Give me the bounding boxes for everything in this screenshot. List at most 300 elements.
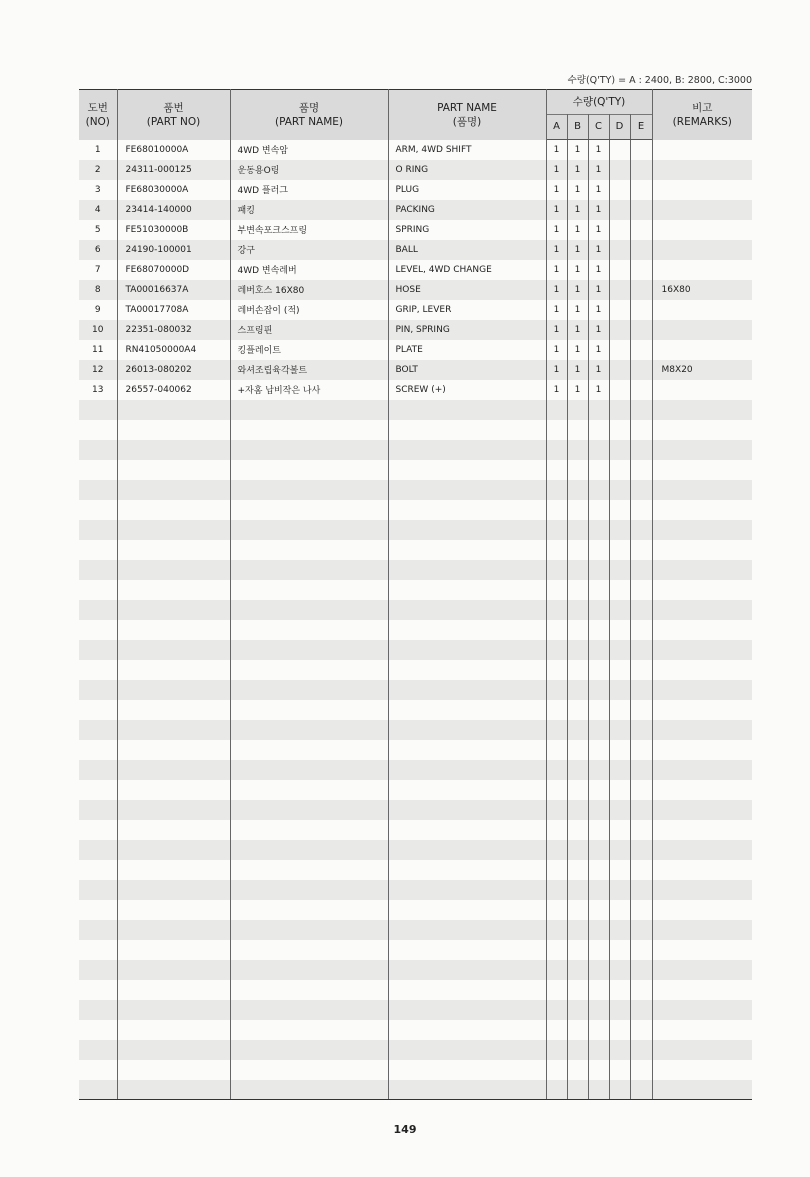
- table-row: [79, 240, 752, 260]
- cell-no: [79, 800, 117, 820]
- cell-qty-a: [546, 900, 567, 920]
- col-header-qty-b: B: [567, 115, 588, 140]
- cell-part-name-ko: [230, 480, 388, 500]
- cell-qty-b: [567, 600, 588, 620]
- cell-part-name-en: [388, 460, 546, 480]
- cell-no: [79, 880, 117, 900]
- cell-part-name-en: LEVEL, 4WD CHANGE: [388, 260, 546, 280]
- cell-qty-a: [546, 580, 567, 600]
- cell-remarks: [652, 540, 752, 560]
- table-row: [79, 180, 752, 200]
- cell-qty-a: [546, 480, 567, 500]
- cell-part-name-ko: [230, 900, 388, 920]
- cell-part-name-ko: [230, 840, 388, 860]
- cell-qty-e: [630, 680, 652, 700]
- col-header-qty-a: A: [546, 115, 567, 140]
- cell-qty-e: [630, 380, 652, 400]
- cell-qty-b: 1: [567, 160, 588, 180]
- cell-part-name-en: [388, 1000, 546, 1020]
- cell-part-name-en: [388, 1080, 546, 1100]
- cell-qty-b: [567, 760, 588, 780]
- cell-part-no: TA00016637A: [117, 280, 230, 300]
- table-row: [79, 260, 752, 280]
- cell-qty-e: [630, 460, 652, 480]
- col-header-part-name-en-title: PART NAME: [437, 101, 497, 114]
- cell-qty-a: 1: [546, 340, 567, 360]
- cell-remarks: [652, 340, 752, 360]
- cell-qty-a: 1: [546, 360, 567, 380]
- cell-part-name-en: [388, 620, 546, 640]
- cell-qty-a: 1: [546, 280, 567, 300]
- cell-qty-b: [567, 1040, 588, 1060]
- table-row-empty: [79, 460, 752, 480]
- cell-qty-c: [588, 960, 609, 980]
- cell-qty-a: [546, 400, 567, 420]
- col-header-part-name-ko: [230, 90, 388, 140]
- cell-qty-d: [609, 1040, 630, 1060]
- cell-part-name-en: [388, 600, 546, 620]
- cell-qty-b: [567, 800, 588, 820]
- table-row: [79, 380, 752, 400]
- cell-no: 3: [79, 180, 117, 200]
- cell-qty-c: [588, 760, 609, 780]
- cell-part-no: [117, 520, 230, 540]
- cell-no: [79, 420, 117, 440]
- cell-qty-c: [588, 860, 609, 880]
- cell-qty-d: [609, 420, 630, 440]
- cell-part-name-en: [388, 1060, 546, 1080]
- cell-part-no: 26013-080202: [117, 360, 230, 380]
- cell-qty-d: [609, 560, 630, 580]
- cell-qty-d: [609, 600, 630, 620]
- cell-qty-c: [588, 460, 609, 480]
- cell-part-no: [117, 780, 230, 800]
- cell-qty-a: [546, 1060, 567, 1080]
- cell-no: [79, 1000, 117, 1020]
- cell-no: [79, 660, 117, 680]
- cell-part-name-en: [388, 1020, 546, 1040]
- cell-qty-e: [630, 400, 652, 420]
- cell-qty-c: [588, 720, 609, 740]
- cell-qty-b: [567, 400, 588, 420]
- cell-qty-d: [609, 780, 630, 800]
- cell-qty-a: [546, 740, 567, 760]
- cell-qty-e: [630, 980, 652, 1000]
- cell-remarks: [652, 580, 752, 600]
- cell-qty-a: [546, 700, 567, 720]
- cell-no: [79, 980, 117, 1000]
- cell-part-no: [117, 720, 230, 740]
- cell-part-name-en: [388, 480, 546, 500]
- cell-qty-d: [609, 400, 630, 420]
- cell-no: [79, 840, 117, 860]
- cell-qty-d: [609, 620, 630, 640]
- cell-part-no: FE51030000B: [117, 220, 230, 240]
- cell-qty-a: [546, 960, 567, 980]
- cell-qty-a: [546, 620, 567, 640]
- cell-remarks: [652, 760, 752, 780]
- cell-part-name-en: [388, 780, 546, 800]
- cell-part-name-en: [388, 720, 546, 740]
- cell-qty-b: [567, 840, 588, 860]
- table-row-empty: [79, 840, 752, 860]
- cell-no: [79, 820, 117, 840]
- cell-qty-a: [546, 500, 567, 520]
- cell-remarks: [652, 820, 752, 840]
- table-row-empty: [79, 800, 752, 820]
- cell-qty-a: [546, 540, 567, 560]
- cell-part-no: 24190-100001: [117, 240, 230, 260]
- col-header-remarks-en: (REMARKS): [672, 115, 732, 128]
- cell-qty-b: [567, 640, 588, 660]
- cell-no: [79, 700, 117, 720]
- cell-remarks: 16X80: [652, 280, 752, 300]
- cell-no: [79, 960, 117, 980]
- cell-remarks: [652, 700, 752, 720]
- cell-qty-b: [567, 980, 588, 1000]
- cell-no: [79, 480, 117, 500]
- table-row-empty: [79, 500, 752, 520]
- cell-qty-b: 1: [567, 300, 588, 320]
- cell-no: 4: [79, 200, 117, 220]
- table-row-empty: [79, 640, 752, 660]
- cell-part-no: 23414-140000: [117, 200, 230, 220]
- col-header-qty-e: E: [630, 115, 652, 140]
- cell-qty-d: [609, 660, 630, 680]
- cell-qty-e: [630, 180, 652, 200]
- cell-qty-c: [588, 560, 609, 580]
- cell-part-name-ko: 4WD 변속암: [230, 140, 388, 160]
- cell-qty-c: 1: [588, 220, 609, 240]
- cell-part-name-en: ARM, 4WD SHIFT: [388, 140, 546, 160]
- cell-qty-a: [546, 520, 567, 540]
- table-row-empty: [79, 700, 752, 720]
- cell-no: 1: [79, 140, 117, 160]
- cell-qty-c: [588, 480, 609, 500]
- cell-part-name-en: [388, 900, 546, 920]
- cell-remarks: [652, 320, 752, 340]
- cell-no: [79, 760, 117, 780]
- table-row-empty: [79, 420, 752, 440]
- cell-remarks: [652, 560, 752, 580]
- cell-qty-c: [588, 500, 609, 520]
- cell-part-no: [117, 460, 230, 480]
- cell-qty-e: [630, 860, 652, 880]
- cell-qty-b: [567, 540, 588, 560]
- table-row: [79, 140, 752, 160]
- cell-part-name-ko: [230, 660, 388, 680]
- cell-part-name-ko: [230, 820, 388, 840]
- cell-part-name-ko: 와셔조립육각볼트: [230, 360, 388, 380]
- cell-part-name-en: [388, 580, 546, 600]
- cell-qty-d: [609, 820, 630, 840]
- table-row-empty: [79, 560, 752, 580]
- cell-qty-e: [630, 640, 652, 660]
- cell-part-name-ko: 강구: [230, 240, 388, 260]
- cell-part-name-ko: [230, 780, 388, 800]
- cell-qty-b: [567, 940, 588, 960]
- cell-part-name-en: [388, 800, 546, 820]
- cell-qty-c: 1: [588, 300, 609, 320]
- cell-part-name-ko: [230, 400, 388, 420]
- cell-qty-d: [609, 860, 630, 880]
- cell-part-no: [117, 700, 230, 720]
- cell-part-name-ko: [230, 540, 388, 560]
- table-row: [79, 200, 752, 220]
- table-row: [79, 280, 752, 300]
- cell-qty-e: [630, 880, 652, 900]
- table-row-empty: [79, 680, 752, 700]
- cell-qty-c: [588, 900, 609, 920]
- cell-part-name-ko: [230, 500, 388, 520]
- cell-remarks: [652, 1060, 752, 1080]
- cell-part-name-ko: 4WD 플러그: [230, 180, 388, 200]
- cell-part-name-ko: [230, 640, 388, 660]
- cell-no: 11: [79, 340, 117, 360]
- col-header-part-name-ko-title: 품명: [298, 101, 320, 114]
- cell-qty-c: 1: [588, 320, 609, 340]
- cell-remarks: [652, 880, 752, 900]
- cell-qty-d: [609, 340, 630, 360]
- cell-qty-d: [609, 1020, 630, 1040]
- table-row-empty: [79, 520, 752, 540]
- cell-qty-a: 1: [546, 300, 567, 320]
- cell-qty-b: [567, 920, 588, 940]
- cell-no: [79, 620, 117, 640]
- col-header-qty-d: D: [609, 115, 630, 140]
- cell-part-name-en: [388, 400, 546, 420]
- parts-table-body: [79, 140, 752, 1100]
- cell-part-no: [117, 1080, 230, 1100]
- cell-qty-e: [630, 900, 652, 920]
- cell-part-name-en: HOSE: [388, 280, 546, 300]
- cell-qty-c: [588, 1040, 609, 1060]
- table-row-empty: [79, 620, 752, 640]
- cell-part-name-ko: [230, 420, 388, 440]
- cell-qty-a: [546, 560, 567, 580]
- col-header-qty: 수량(Q'TY): [546, 90, 652, 115]
- cell-no: [79, 1060, 117, 1080]
- cell-qty-d: [609, 640, 630, 660]
- cell-part-name-ko: [230, 440, 388, 460]
- cell-remarks: [652, 900, 752, 920]
- cell-remarks: [652, 1040, 752, 1060]
- table-row-empty: [79, 720, 752, 740]
- cell-qty-e: [630, 960, 652, 980]
- cell-qty-a: 1: [546, 220, 567, 240]
- cell-part-name-en: SCREW (+): [388, 380, 546, 400]
- cell-part-no: [117, 980, 230, 1000]
- cell-qty-b: 1: [567, 180, 588, 200]
- cell-remarks: [652, 980, 752, 1000]
- cell-qty-c: 1: [588, 280, 609, 300]
- cell-remarks: [652, 780, 752, 800]
- cell-qty-d: [609, 580, 630, 600]
- cell-part-no: [117, 560, 230, 580]
- cell-qty-d: [609, 960, 630, 980]
- cell-part-name-en: [388, 820, 546, 840]
- cell-no: 5: [79, 220, 117, 240]
- cell-part-no: [117, 900, 230, 920]
- table-row-empty: [79, 940, 752, 960]
- cell-part-name-en: [388, 420, 546, 440]
- cell-qty-b: [567, 560, 588, 580]
- cell-qty-e: [630, 560, 652, 580]
- cell-qty-a: [546, 460, 567, 480]
- cell-part-name-ko: 레버호스 16X80: [230, 280, 388, 300]
- cell-qty-c: [588, 1080, 609, 1100]
- cell-qty-b: [567, 960, 588, 980]
- cell-no: [79, 520, 117, 540]
- cell-part-no: [117, 500, 230, 520]
- cell-qty-b: 1: [567, 220, 588, 240]
- cell-no: [79, 940, 117, 960]
- cell-remarks: [652, 660, 752, 680]
- cell-part-name-ko: [230, 560, 388, 580]
- cell-part-name-en: [388, 760, 546, 780]
- cell-part-no: 24311-000125: [117, 160, 230, 180]
- cell-part-name-ko: [230, 580, 388, 600]
- cell-qty-e: [630, 300, 652, 320]
- table-row-empty: [79, 960, 752, 980]
- col-header-no-ko: 도번: [87, 101, 108, 114]
- cell-part-name-ko: 킹플레이트: [230, 340, 388, 360]
- cell-no: 10: [79, 320, 117, 340]
- table-row-empty: [79, 900, 752, 920]
- cell-remarks: [652, 400, 752, 420]
- cell-qty-c: [588, 440, 609, 460]
- cell-part-name-ko: 스프링핀: [230, 320, 388, 340]
- cell-qty-c: 1: [588, 160, 609, 180]
- col-header-part-name-ko-sub: (PART NAME): [274, 115, 344, 128]
- cell-qty-d: [609, 380, 630, 400]
- cell-part-name-en: [388, 560, 546, 580]
- cell-part-name-ko: [230, 1080, 388, 1100]
- cell-qty-b: [567, 780, 588, 800]
- cell-part-name-en: [388, 940, 546, 960]
- cell-qty-e: [630, 240, 652, 260]
- cell-part-name-ko: [230, 940, 388, 960]
- cell-part-name-en: [388, 740, 546, 760]
- table-row-empty: [79, 1040, 752, 1060]
- cell-part-name-en: O RING: [388, 160, 546, 180]
- cell-qty-e: [630, 760, 652, 780]
- cell-part-no: [117, 440, 230, 460]
- cell-qty-e: [630, 1080, 652, 1100]
- col-header-qty-c: C: [588, 115, 609, 140]
- cell-qty-e: [630, 140, 652, 160]
- cell-qty-c: [588, 620, 609, 640]
- cell-remarks: [652, 1020, 752, 1040]
- cell-qty-a: 1: [546, 320, 567, 340]
- cell-part-no: [117, 880, 230, 900]
- col-header-remarks-ko: 비고: [692, 101, 713, 114]
- col-header-part-no-en: (PART NO): [146, 115, 201, 128]
- cell-part-no: RN41050000A4: [117, 340, 230, 360]
- cell-part-name-ko: [230, 1060, 388, 1080]
- cell-part-no: FE68070000D: [117, 260, 230, 280]
- cell-part-name-ko: [230, 460, 388, 480]
- cell-qty-a: 1: [546, 160, 567, 180]
- cell-part-no: [117, 620, 230, 640]
- cell-part-name-en: [388, 520, 546, 540]
- cell-qty-c: [588, 700, 609, 720]
- cell-part-name-en: [388, 660, 546, 680]
- cell-part-name-ko: [230, 720, 388, 740]
- cell-qty-c: [588, 540, 609, 560]
- cell-qty-d: [609, 880, 630, 900]
- cell-part-name-ko: [230, 1040, 388, 1060]
- cell-qty-e: [630, 360, 652, 380]
- cell-qty-a: [546, 780, 567, 800]
- cell-part-name-ko: [230, 920, 388, 940]
- cell-remarks: [652, 520, 752, 540]
- cell-part-name-ko: [230, 1020, 388, 1040]
- cell-part-no: [117, 1000, 230, 1020]
- cell-qty-b: [567, 420, 588, 440]
- cell-part-name-en: [388, 840, 546, 860]
- table-row: [79, 360, 752, 380]
- cell-qty-b: 1: [567, 260, 588, 280]
- cell-qty-e: [630, 480, 652, 500]
- cell-qty-c: [588, 1060, 609, 1080]
- cell-part-no: FE68010000A: [117, 140, 230, 160]
- cell-qty-e: [630, 780, 652, 800]
- table-row-empty: [79, 540, 752, 560]
- cell-part-name-en: SPRING: [388, 220, 546, 240]
- cell-qty-b: [567, 580, 588, 600]
- cell-remarks: [652, 620, 752, 640]
- cell-part-name-ko: [230, 680, 388, 700]
- cell-part-name-en: [388, 640, 546, 660]
- cell-qty-e: [630, 540, 652, 560]
- cell-qty-b: [567, 740, 588, 760]
- table-row-empty: [79, 480, 752, 500]
- cell-remarks: [652, 1000, 752, 1020]
- cell-qty-d: [609, 700, 630, 720]
- cell-remarks: [652, 440, 752, 460]
- cell-qty-a: [546, 940, 567, 960]
- table-row-empty: [79, 820, 752, 840]
- cell-qty-a: [546, 840, 567, 860]
- col-header-no-en: (NO): [85, 115, 110, 128]
- cell-remarks: [652, 840, 752, 860]
- cell-qty-c: [588, 740, 609, 760]
- cell-part-no: [117, 760, 230, 780]
- cell-part-name-en: [388, 960, 546, 980]
- cell-qty-c: [588, 840, 609, 860]
- table-row-empty: [79, 600, 752, 620]
- cell-qty-d: [609, 280, 630, 300]
- cell-remarks: [652, 640, 752, 660]
- cell-no: 12: [79, 360, 117, 380]
- cell-qty-d: [609, 240, 630, 260]
- cell-qty-c: [588, 780, 609, 800]
- cell-qty-b: 1: [567, 380, 588, 400]
- cell-part-no: [117, 800, 230, 820]
- cell-part-no: [117, 480, 230, 500]
- cell-part-name-en: [388, 880, 546, 900]
- cell-qty-c: 1: [588, 180, 609, 200]
- cell-part-name-ko: 운동용O링: [230, 160, 388, 180]
- cell-qty-b: [567, 660, 588, 680]
- cell-qty-e: [630, 620, 652, 640]
- cell-qty-e: [630, 800, 652, 820]
- cell-remarks: [652, 860, 752, 880]
- cell-qty-b: [567, 820, 588, 840]
- col-header-part-name-en: [388, 90, 546, 140]
- cell-part-name-en: [388, 1040, 546, 1060]
